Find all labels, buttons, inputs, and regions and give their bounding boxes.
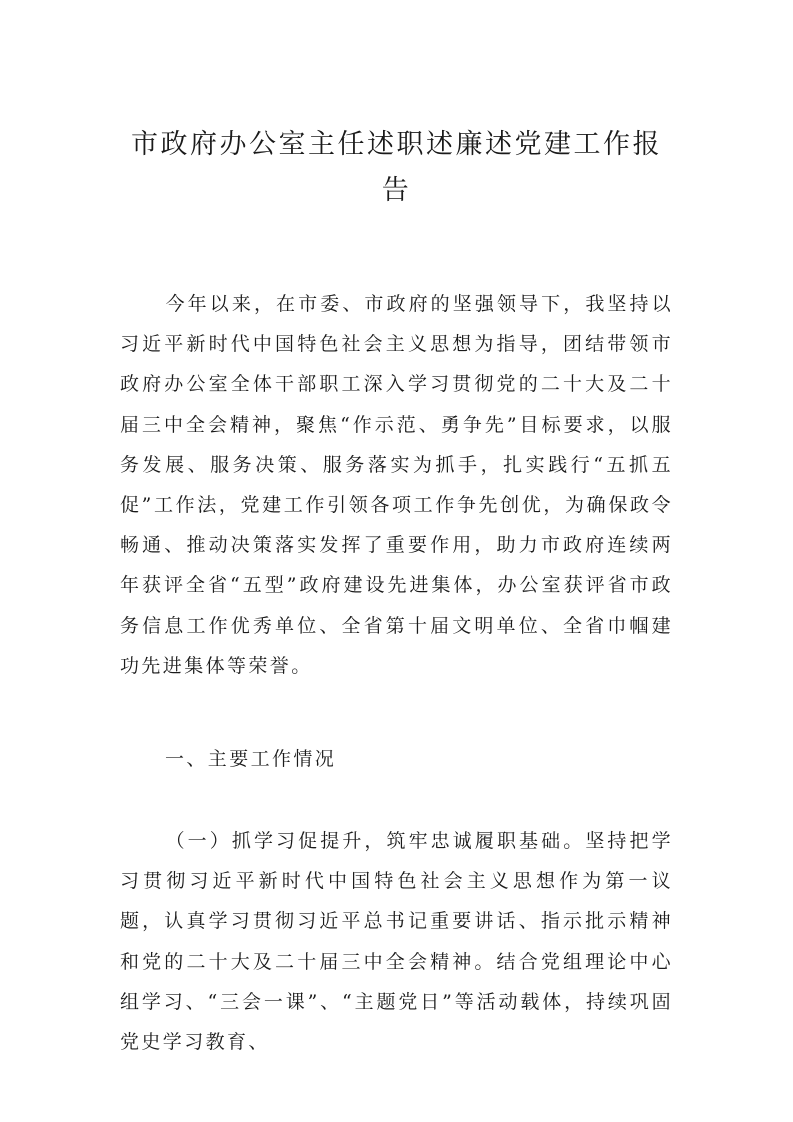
section-heading: 一、主要工作情况	[165, 748, 337, 770]
intro-paragraph: 今年以来，在市委、市政府的坚强领导下，我坚持以习近平新时代中国特色社会主义思想为指导，团结带领市政府办公室全体干部职工深入学习贯彻党的二十大及二十届三中全会精神，聚焦“作示范、勇争先”目标要求，以服务发展、服务决策、服务落实为抓手，扎实践行“五抓五促”工作法，党建工作引领各项工作争先创优，为确保政令畅通、推动决策落实发挥了重要作用，助力市政府连续两年获评全省“五型”政府建设先进集体，办公室获评省市政务信息工作优秀单位、全省第十届文明单位、全省巾帼建功先进集体等荣誉。	[120, 293, 673, 677]
document-title: 市政府办公室主任述职述廉述党建工作报告	[131, 129, 662, 206]
section-paragraph: （一）抓学习促提升，筑牢忠诚履职基础。坚持把学习贯彻习近平新时代中国特色社会主义思想作为第一议题，认真学习贯彻习近平总书记重要讲话、指示批示精神和党的二十大及二十届三中全会精神。结合党组理论中心组学习、“三会一课”、“主题党日”等活动载体，持续巩固党史学习教育、	[120, 830, 673, 1054]
